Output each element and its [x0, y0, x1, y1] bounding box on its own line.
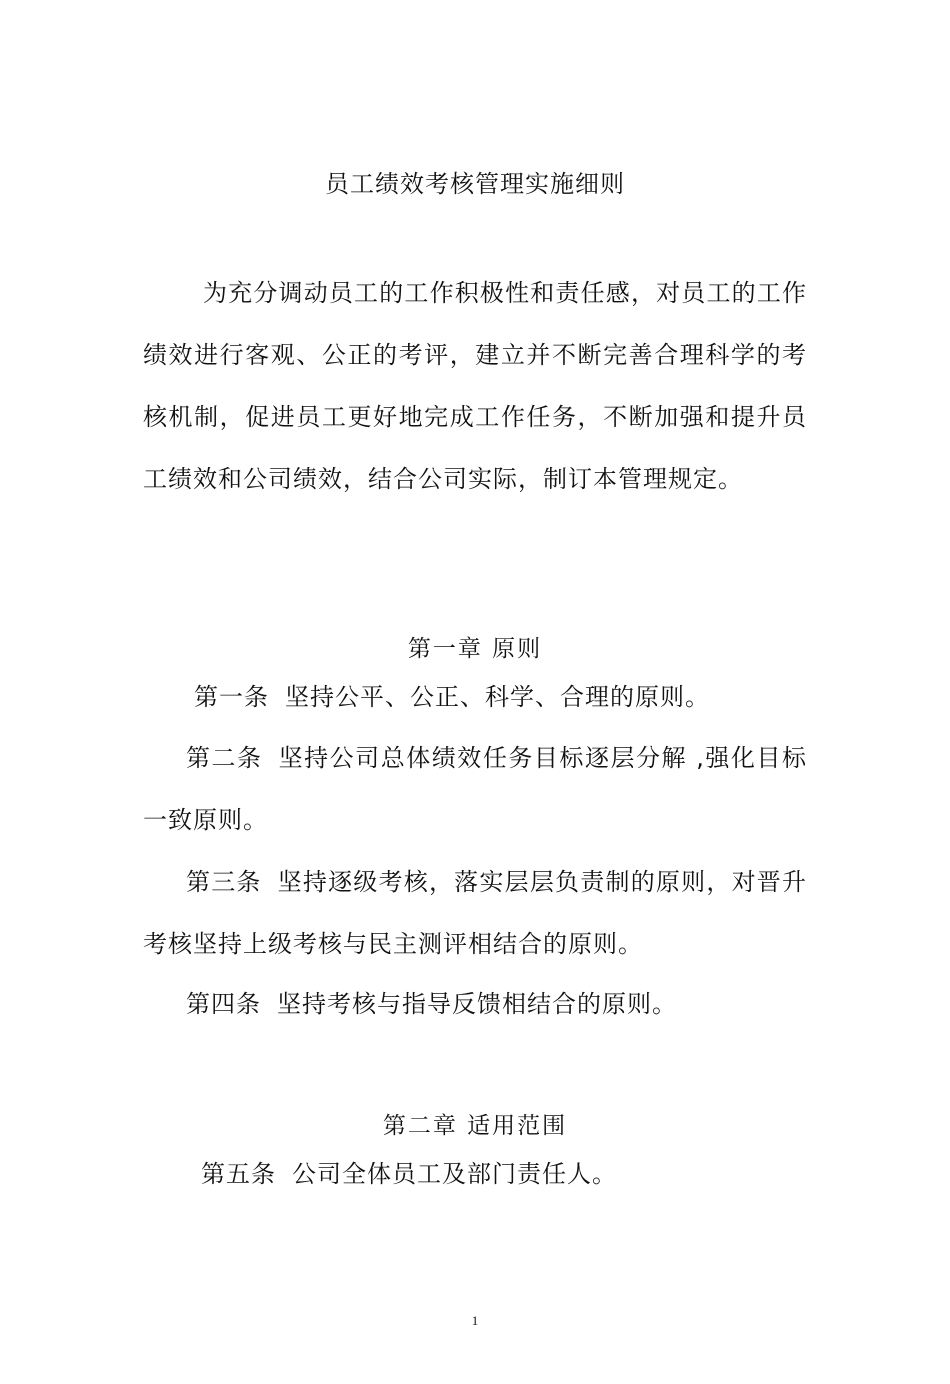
article-4-number: 第四条: [186, 990, 261, 1018]
page-number: 1: [471, 1313, 479, 1328]
document-title: 员工绩效考核管理实施细则: [325, 170, 625, 198]
article-1-number: 第一条: [194, 683, 269, 711]
article-2-number: 第二条: [186, 744, 263, 772]
chapter-2-heading: 第二章 适用范围: [382, 1113, 568, 1139]
article-3-text: 坚持逐级考核，落实层层负责制的原则，对晋升考核坚持上级考核与民主测评相结合的原则。: [143, 868, 808, 958]
article-5: [201, 1156, 617, 1192]
article-1-text: 坚持公平、公正、科学、合理的原则。: [285, 683, 710, 711]
intro-paragraph: 为充分调动员工的工作积极性和责任感，对员工的工作绩效进行客观、公正的考评，建立并不断完善合理科学的考核机制，促进员工更好地完成工作任务，不断加强和提升员工绩效和公司绩效，结合公司实际，制订本管理规定。: [143, 279, 807, 493]
chapter-1-heading: 第一章 原则: [407, 636, 543, 662]
article-5-number: 第五条: [201, 1160, 276, 1188]
article-4: [186, 986, 677, 1022]
article-4-text: 坚持考核与指导反馈相结合的原则。: [277, 990, 677, 1018]
article-1: [194, 679, 710, 715]
article-5-text: 公司全体员工及部门责任人。: [292, 1160, 617, 1188]
article-3-number: 第三条: [186, 868, 262, 896]
article-2: [143, 727, 807, 851]
article-3: [143, 851, 807, 975]
article-2-text: 坚持公司总体绩效任务目标逐层分解 ,强化目标一致原则。: [143, 744, 807, 834]
